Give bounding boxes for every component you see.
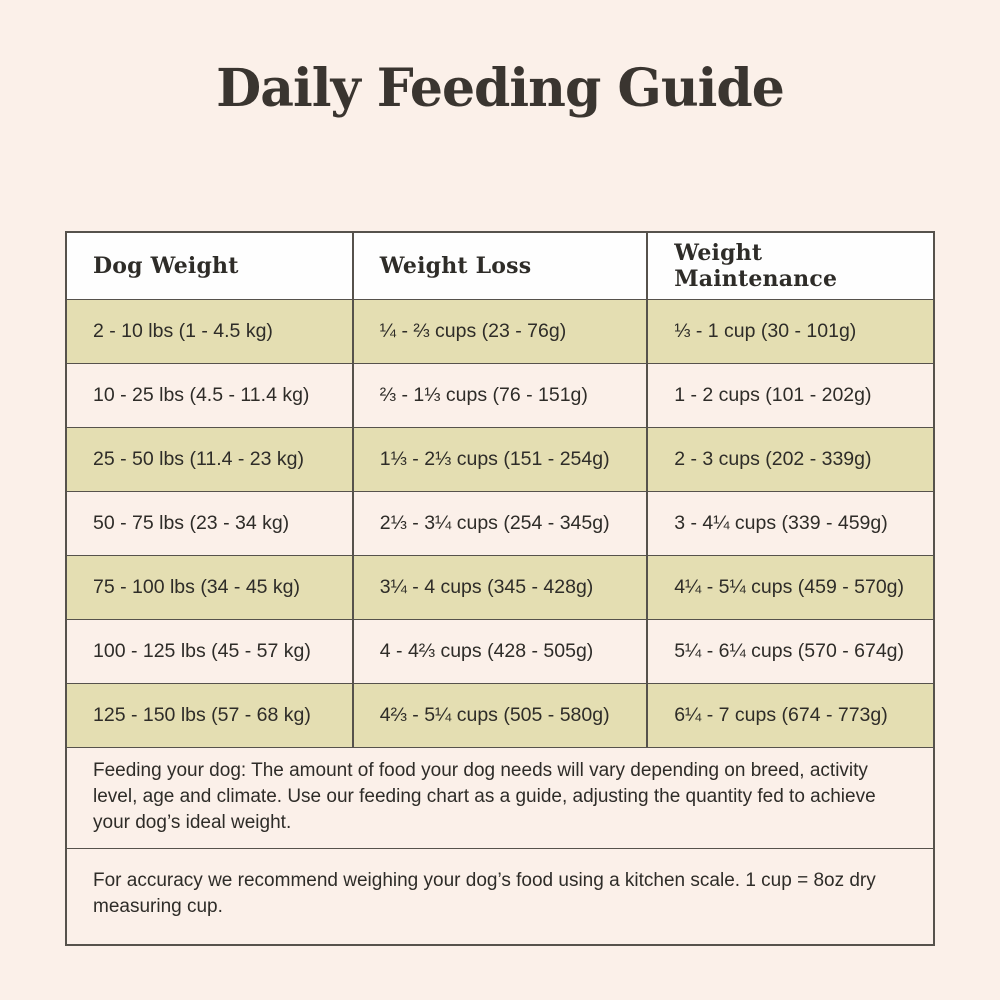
weight-loss-cell: ¼ - ⅔ cups (23 - 76g) [353, 299, 647, 363]
table-row [67, 299, 933, 363]
column-header-weight-maintenance: Weight Maintenance [647, 233, 933, 299]
weight-maintenance-cell: 3 - 4¼ cups (339 - 459g) [647, 491, 933, 555]
weight-maintenance-cell: 2 - 3 cups (202 - 339g) [647, 427, 933, 491]
weight-loss-cell: 3¼ - 4 cups (345 - 428g) [353, 555, 647, 619]
weight-maintenance-cell: 1 - 2 cups (101 - 202g) [647, 363, 933, 427]
table-row [67, 363, 933, 427]
feeding-guide-table [67, 233, 933, 748]
weight-loss-cell: ⅔ - 1⅓ cups (76 - 151g) [353, 363, 647, 427]
dog-weight-cell: 10 - 25 lbs (4.5 - 11.4 kg) [67, 363, 353, 427]
table-row [67, 427, 933, 491]
weight-maintenance-cell: 6¼ - 7 cups (674 - 773g) [647, 683, 933, 747]
column-header-dog-weight: Dog Weight [67, 233, 353, 299]
table-body [67, 299, 933, 747]
dog-weight-cell: 100 - 125 lbs (45 - 57 kg) [67, 619, 353, 683]
feeding-advice-note: Feeding your dog: The amount of food your dog needs will vary depending on breed, activity level, age and climate. Use our feeding chart as a guide, adjusting the quantity fed to achieve your dog’s ideal weight. [93, 759, 876, 833]
weight-loss-cell: 4 - 4⅔ cups (428 - 505g) [353, 619, 647, 683]
page-title: Daily Feeding Guide [216, 58, 784, 119]
dog-weight-cell: 2 - 10 lbs (1 - 4.5 kg) [67, 299, 353, 363]
feeding-guide-box [65, 231, 935, 946]
table-row [67, 683, 933, 747]
weight-loss-cell: 4⅔ - 5¼ cups (505 - 580g) [353, 683, 647, 747]
dog-weight-cell: 75 - 100 lbs (34 - 45 kg) [67, 555, 353, 619]
dog-weight-cell: 50 - 75 lbs (23 - 34 kg) [67, 491, 353, 555]
weight-maintenance-cell: ⅓ - 1 cup (30 - 101g) [647, 299, 933, 363]
table-row [67, 491, 933, 555]
table-row [67, 555, 933, 619]
table-row [67, 619, 933, 683]
weight-loss-cell: 2⅓ - 3¼ cups (254 - 345g) [353, 491, 647, 555]
dog-weight-cell: 125 - 150 lbs (57 - 68 kg) [67, 683, 353, 747]
column-header-weight-loss: Weight Loss [353, 233, 647, 299]
weight-loss-cell: 1⅓ - 2⅓ cups (151 - 254g) [353, 427, 647, 491]
table-header-row [67, 233, 933, 299]
dog-weight-cell: 25 - 50 lbs (11.4 - 23 kg) [67, 427, 353, 491]
measuring-accuracy-note: For accuracy we recommend weighing your dog’s food using a kitchen scale. 1 cup = 8oz dry measuring cup. [67, 848, 933, 944]
weight-maintenance-cell: 5¼ - 6¼ cups (570 - 674g) [647, 619, 933, 683]
weight-maintenance-cell: 4¼ - 5¼ cups (459 - 570g) [647, 555, 933, 619]
